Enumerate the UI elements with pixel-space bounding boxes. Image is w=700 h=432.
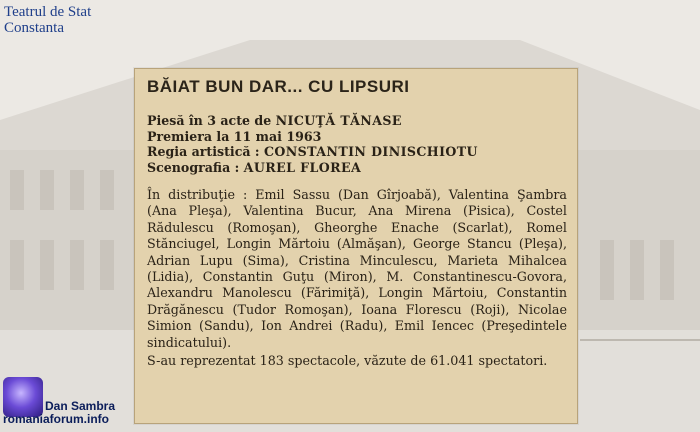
brand-line-1: Teatrul de Stat xyxy=(4,4,92,20)
director-line xyxy=(147,144,567,160)
brand-line-2: Constanta xyxy=(4,20,64,36)
director-label: Regia artistică : xyxy=(147,144,264,159)
premiere-line xyxy=(147,129,567,145)
play-title: BĂIAT BUN DAR... CU LIPSURI xyxy=(147,77,410,96)
program-card xyxy=(134,68,578,424)
performance-stats: S-au reprezentat 183 spectacole, văzute de 61.041 spectatori. xyxy=(147,353,548,369)
watermark-credit xyxy=(3,400,123,426)
premiere-label: Premiera la xyxy=(147,128,234,144)
theatre-brand xyxy=(4,4,91,36)
credit-site: romaniaforum.info xyxy=(3,412,110,426)
play-details xyxy=(147,113,567,175)
author-label: Piesă în 3 acte de xyxy=(147,113,276,128)
author-name: NICUŢĂ TĂNASE xyxy=(275,113,402,128)
premiere-date: 11 mai 1963 xyxy=(233,128,322,144)
scenography-line xyxy=(147,160,567,176)
author-line xyxy=(147,113,567,129)
cast-paragraph: În distribuţie : Emil Sassu (Dan Gîrjoabă), Valentina Şambra (Ana Pleşa), Valentina Bucur, Ana Mirena (Pisica), Costel Rădulescu (Romoşan), Gheorghe Enache (Scarlat), Romel Stănciugel, Longin Mărtoiu (Almăşan), George Stancu (Pleşa), Adrian Lupu (Sima), Cristina Minculescu, Marieta Mihalcea (Lidia), Constantin Guţu (Miron), M. Constantinescu-Govora, Alexandru Manolescu (Fărimiţă), Longin Mărtoiu, Constantin Drăgănescu (Tudor Romoşan), Ioana Florescu (Roji), Nicolae Simion (Sandu), Ion Andrei (Radu), Emil Iencec (Preşedintele sindicatului). xyxy=(147,187,567,350)
credit-author: Dan Sambra xyxy=(45,399,116,413)
director-name: CONSTANTIN DINISCHIOTU xyxy=(263,144,478,159)
scenography-label: Scenografia : xyxy=(147,159,244,175)
scenography-name: AUREL FLOREA xyxy=(243,159,362,175)
